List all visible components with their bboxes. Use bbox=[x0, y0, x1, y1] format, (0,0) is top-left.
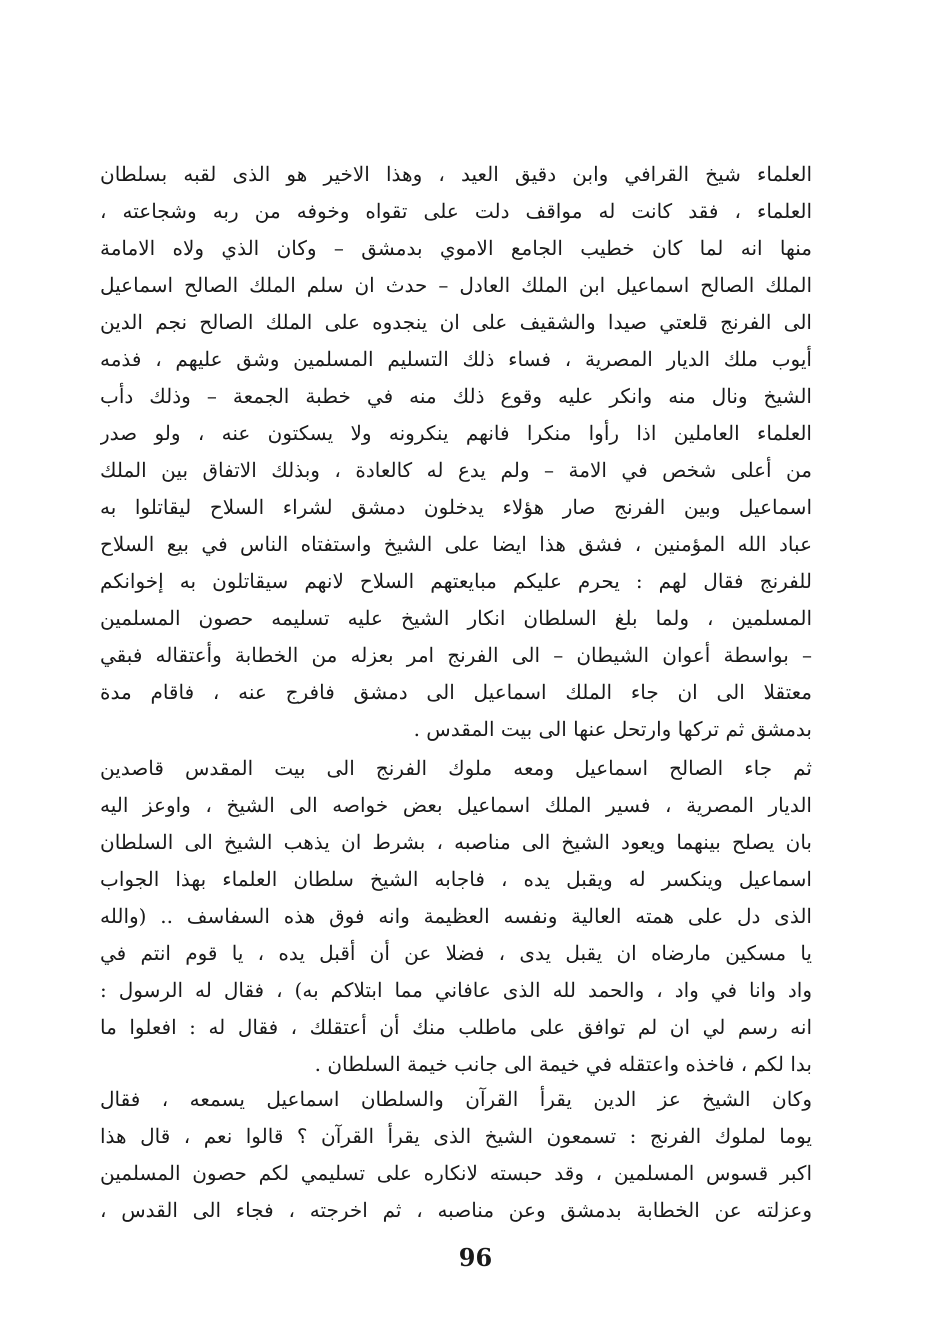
text-line: اسماعيل وينكسر له ويقبل يده ، فاجابه الشيخ سلطان العلماء بهذا الجواب bbox=[100, 867, 812, 891]
paragraph-3 bbox=[100, 1081, 812, 1229]
text-line: اسماعيل وبين الفرنج صار هؤلاء يدخلون دمشق لشراء السلاح ليقاتلوا به bbox=[100, 495, 812, 519]
text-line: بان يصلح بينهما ويعود الشيخ الى مناصبه ، بشرط ان يذهب الشيخ الى السلطان bbox=[100, 830, 812, 854]
text-line: العلماء شيخ القرافي وابن دقيق العيد ، وهذا الاخير هو الذى لقبه بسلطان bbox=[100, 162, 812, 186]
paragraph-1 bbox=[100, 156, 812, 748]
text-line: وعزلته عن الخطابة بدمشق وعن مناصبه ، ثم اخرجته ، فجاء الى القدس ، bbox=[100, 1198, 812, 1222]
text-line: وكان الشيخ عز الدين يقرأ القرآن والسلطان اسماعيل يسمعه ، فقال bbox=[100, 1087, 812, 1111]
text-line: العلماء ، فقد كانت له مواقف دلت على تقواه وخوفه من ربه وشجاعته ، bbox=[100, 199, 812, 223]
text-line: للفرنج فقال لهم : يحرم عليكم مبايعتهم السلاح لانهم سيقاتلون به إخوانكم bbox=[100, 569, 812, 593]
text-line: عباد الله المؤمنين ، فشق هذا ايضا على الشيخ واستفتاه الناس في بيع السلاح bbox=[100, 532, 812, 556]
text-line: ثم جاء الصالح اسماعيل ومعه ملوك الفرنج الى بيت المقدس قاصدين bbox=[100, 756, 812, 780]
text-line: الذى دل على همته العالية ونفسه العظيمة وانه فوق هذه السفاسف .. (والله bbox=[100, 904, 812, 928]
text-line: اكبر قسوس المسلمين ، وقد حبسته لانكاره على تسليمي لكم حصون المسلمين bbox=[100, 1161, 812, 1185]
text-line: معتقلا الى ان جاء الملك اسماعيل الى دمشق فافرج عنه ، فاقام مدة bbox=[100, 680, 812, 704]
text-line: يا مسكين مارضاه ان يقبل يدى ، فضلا عن أن أقبل يده ، يا قوم انتم في bbox=[100, 941, 812, 965]
text-line: منها انه لما كان خطيب الجامع الاموي بدمشق – وكان الذي ولاه الامامة bbox=[100, 236, 812, 260]
text-line: بدمشق ثم تركها وارتحل عنها الى بيت المقدس . bbox=[413, 717, 812, 741]
text-line: الديار المصرية ، فسير الملك اسماعيل بعض خواصه الى الشيخ ، واوعز اليه bbox=[100, 793, 812, 817]
text-line: – بواسطة أعوان الشيطان – الى الفرنج امر بعزله من الخطابة وأعتقاله فبقي bbox=[100, 643, 812, 667]
text-line: واد وانا في واد ، والحمد لله الذى عافاني مما ابتلاكم به) ، فقال له الرسول : bbox=[100, 978, 812, 1002]
text-line: بدا لكم ، فاخذه واعتقله في خيمة الى جانب خيمة السلطان . bbox=[314, 1052, 812, 1076]
text-line: أيوب ملك الديار المصرية ، فساء ذلك التسليم المسلمين وشق عليهم ، فذمه bbox=[100, 347, 812, 371]
page-number: 96 bbox=[458, 1243, 493, 1272]
text-line: المسلمين ، ولما بلغ السلطان انكار الشيخ عليه تسليمه حصون المسلمين bbox=[100, 606, 812, 630]
text-line: الى الفرنج قلعتي صيدا والشقيف على ان ينجدوه على الملك الصالح نجم الدين bbox=[100, 310, 812, 334]
text-line: انه رسم لي ان لم توافق على ماطلب منك أن أعتقلك ، فقال له : افعلوا ما bbox=[100, 1015, 812, 1039]
text-line: العلماء العاملين اذا رأوا منكرا فانهم ينكرونه ولا يسكتون عنه ، ولو صدر bbox=[100, 421, 812, 445]
text-line: من أعلى شخص في الامة – ولم يدع له كالعادة ، وبذلك الاتفاق بين الملك bbox=[100, 458, 812, 482]
text-line: الملك الصالح اسماعيل ابن الملك العادل – حدث ان سلم الملك الصالح اسماعيل bbox=[100, 273, 812, 297]
text-line: يوما لملوك الفرنج : تسمعون الشيخ الذى يقرأ القرآن ؟ قالوا نعم ، قال هذا bbox=[100, 1124, 812, 1148]
text-line: الشيخ ونال منه وانكر عليه وقوع ذلك منه في خطبة الجمعة – وذلك دأب bbox=[100, 384, 812, 408]
paragraph-2 bbox=[100, 750, 812, 1083]
